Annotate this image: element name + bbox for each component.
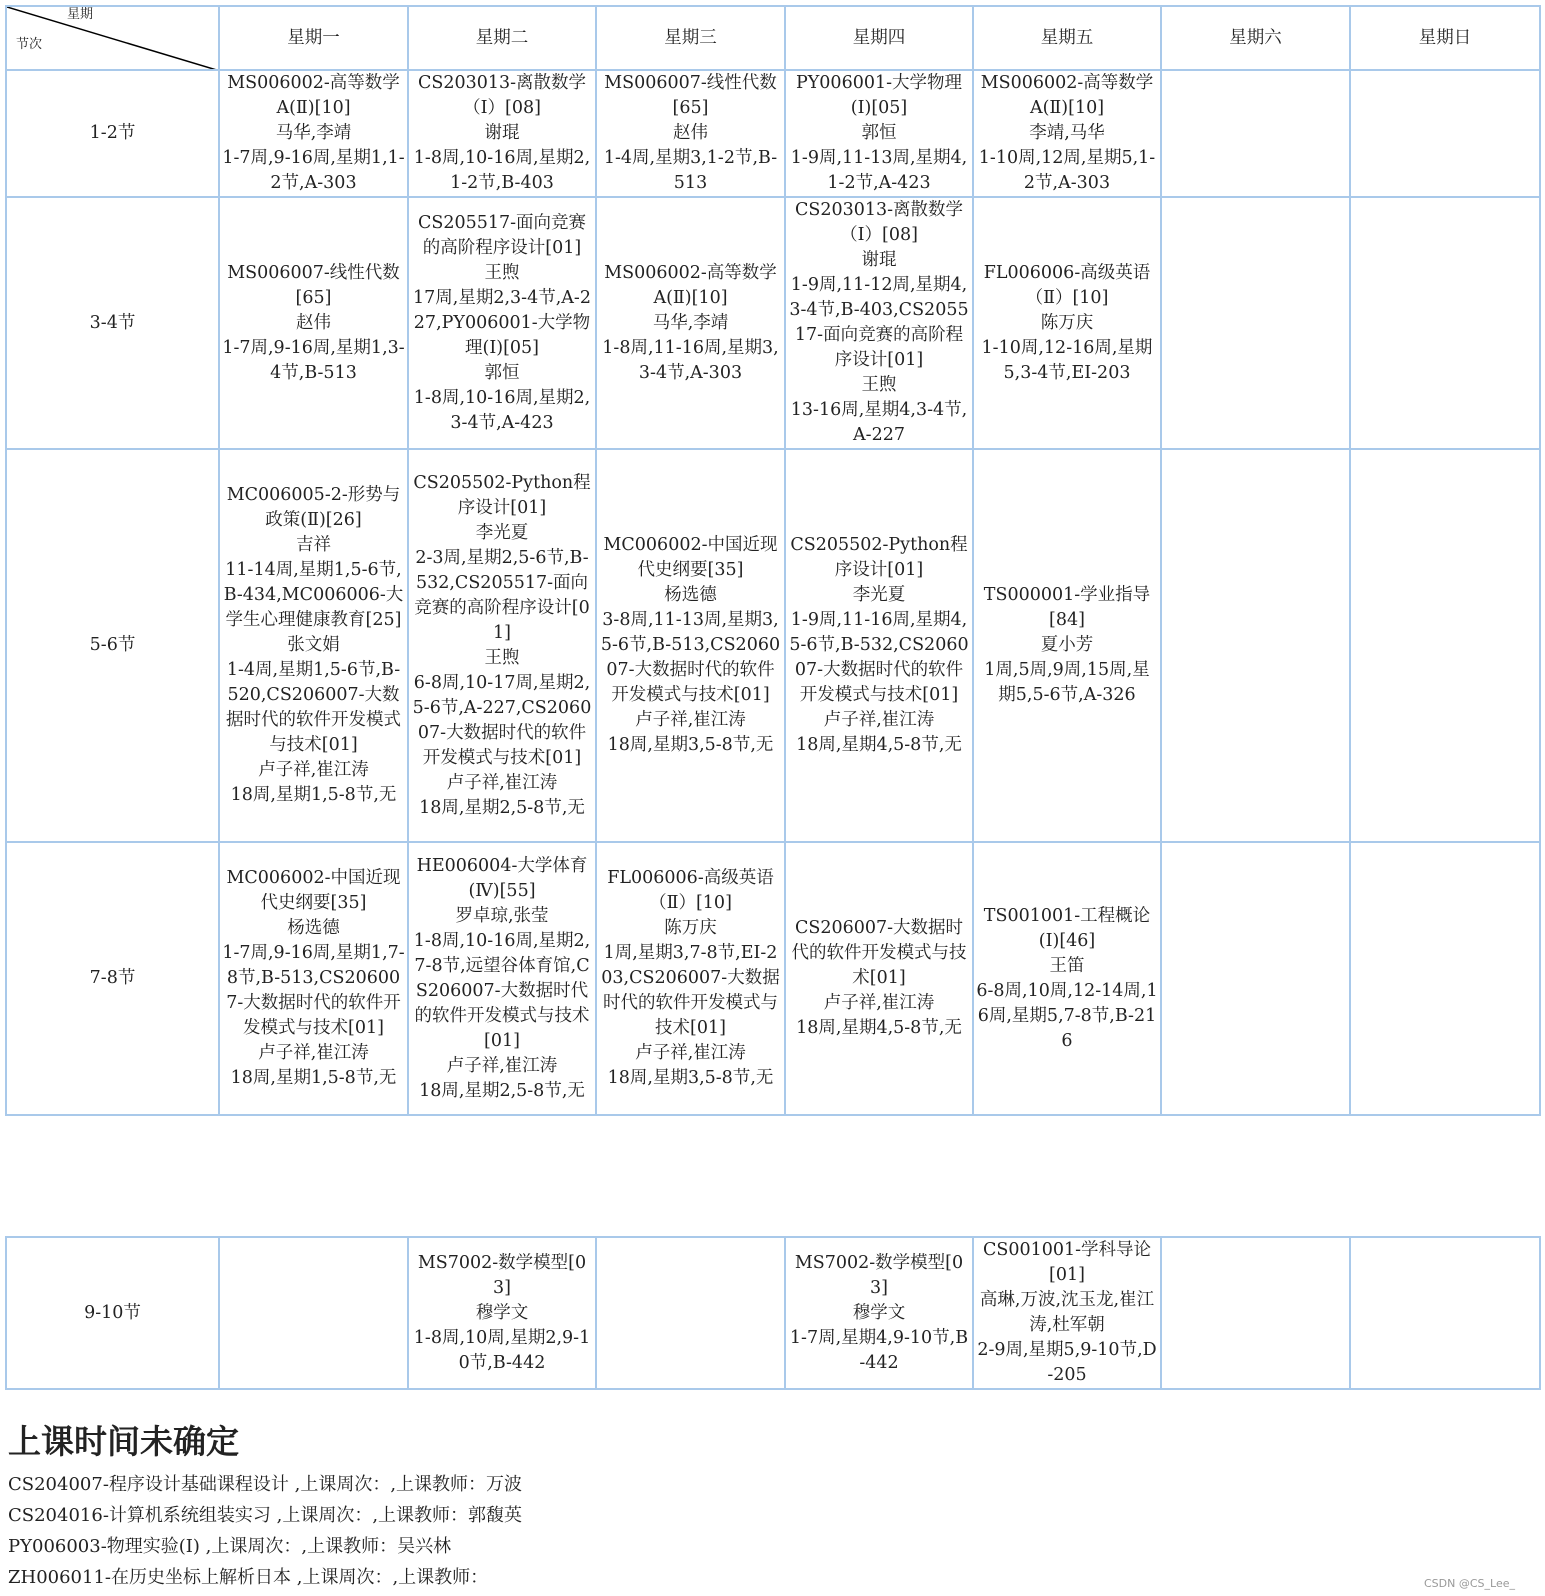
day-header-sun: 星期日 xyxy=(1350,6,1540,70)
day-header-thu: 星期四 xyxy=(785,6,973,70)
course-cell xyxy=(596,1237,785,1389)
period-label: 5-6节 xyxy=(6,449,219,842)
header-row xyxy=(6,6,1540,70)
course-cell xyxy=(973,1237,1161,1389)
course-cell xyxy=(1161,842,1350,1115)
course-cell xyxy=(596,70,785,197)
period-row xyxy=(6,70,1540,197)
course-cell xyxy=(219,197,408,449)
course-cell xyxy=(973,842,1161,1115)
course-entry: CS205502-Python程序设计[01] 李光夏 1-9周,11-16周,星期4,5-6节,B-532,CS206007-大数据时代的软件开发模式与技术[01] 卢子祥,崔江涛 18周,星期4,5-8节,无 xyxy=(789,535,969,755)
course-cell xyxy=(785,197,973,449)
course-cell xyxy=(1161,70,1350,197)
course-cell xyxy=(408,197,596,449)
course-cell xyxy=(408,449,596,842)
corner-period-label: 节次 xyxy=(16,37,43,52)
course-entry: FL006006-高级英语（Ⅱ）[10] 陈万庆 1-10周,12-16周,星期5,3-4节,EI-203 xyxy=(981,262,1153,383)
day-header-fri: 星期五 xyxy=(973,6,1161,70)
course-cell xyxy=(973,197,1161,449)
course-entry: CS205517-面向竞赛的高阶程序设计[01] 王煦 17周,星期2,3-4节,A-227,PY006001-大学物理(Ⅰ)[05] 郭恒 1-8周,10-16周,星期2,3-4节,A-423 xyxy=(413,212,591,433)
course-entry: MS006007-线性代数[65] 赵伟 1-4周,星期3,1-2节,B-513 xyxy=(603,73,778,193)
course-cell xyxy=(973,70,1161,197)
course-cell xyxy=(1161,1237,1350,1389)
period-row xyxy=(6,449,1540,842)
period-label: 9-10节 xyxy=(6,1237,219,1389)
course-cell xyxy=(219,842,408,1115)
course-entry: CS001001-学科导论[01] 高琳,万波,沈玉龙,崔江涛,杜军朝 2-9周,星期5,9-10节,D-205 xyxy=(977,1240,1157,1385)
course-cell xyxy=(1350,1237,1540,1389)
course-entry: MS006002-高等数学A(Ⅱ)[10] 马华,李靖 1-7周,9-16周,星期1,1-2节,A-303 xyxy=(222,73,405,193)
evening-timetable xyxy=(5,1236,1541,1390)
course-entry: PY006001-大学物理(Ⅰ)[05] 郭恒 1-9周,11-13周,星期4,1-2节,A-423 xyxy=(790,73,968,193)
course-entry: MS7002-数学模型[03] 穆学文 1-7周,星期4,9-10节,B-442 xyxy=(789,1252,969,1373)
day-header-wed: 星期三 xyxy=(596,6,785,70)
period-label: 3-4节 xyxy=(6,197,219,449)
period-row xyxy=(6,197,1540,449)
course-cell xyxy=(596,197,785,449)
course-cell xyxy=(1161,197,1350,449)
course-entry: MS7002-数学模型[03] 穆学文 1-8周,10周,星期2,9-10节,B-442 xyxy=(413,1252,591,1373)
course-cell xyxy=(1350,70,1540,197)
course-entry: HE006004-大学体育(Ⅳ)[55] 罗卓琼,张莹 1-8周,10-16周,星期2,7-8节,远望谷体育馆,CS206007-大数据时代的软件开发模式与技术[01] 卢子祥,崔江涛 18周,星期2,5-8节,无 xyxy=(413,855,591,1101)
course-cell xyxy=(1350,842,1540,1115)
course-entry: CS205502-Python程序设计[01] 李光夏 2-3周,星期2,5-6节,B-532,CS205517-面向竞赛的高阶程序设计[01] 王煦 6-8周,10-17周,星期2,5-6节,A-227,CS206007-大数据时代的软件开发模式与技术[01] 卢子祥,崔江涛 18周,星期2,5-8节,无 xyxy=(412,472,592,818)
course-entry: MC006002-中国近现代史纲要[35] 杨选德 1-7周,9-16周,星期1,7-8节,B-513,CS206007-大数据时代的软件开发模式与技术[01] 卢子祥,崔江涛 18周,星期1,5-8节,无 xyxy=(222,868,405,1088)
timetable xyxy=(5,5,1541,1116)
course-cell xyxy=(408,842,596,1115)
course-cell xyxy=(973,449,1161,842)
period-label: 1-2节 xyxy=(6,70,219,197)
unscheduled-item: CS204016-计算机系统组装实习 ,上课周次：,上课教师：郭馥英 xyxy=(8,1505,523,1526)
course-cell xyxy=(1350,197,1540,449)
course-cell xyxy=(785,449,973,842)
course-cell xyxy=(785,1237,973,1389)
course-entry: TS001001-工程概论(I)[46] 王笛 6-8周,10周,12-14周,16周,星期5,7-8节,B-216 xyxy=(976,905,1158,1051)
course-cell xyxy=(219,70,408,197)
course-cell xyxy=(596,842,785,1115)
course-cell xyxy=(408,70,596,197)
course-entry: CS203013-离散数学（I）[08] 谢琨 1-8周,10-16周,星期2,1-2节,B-403 xyxy=(413,73,591,193)
period-label: 7-8节 xyxy=(6,842,219,1115)
course-cell xyxy=(785,70,973,197)
corner-cell xyxy=(6,6,219,70)
unscheduled-item: CS204007-程序设计基础课程设计 ,上课周次：,上课教师：万波 xyxy=(8,1474,523,1495)
course-cell xyxy=(219,449,408,842)
corner-day-label: 星期 xyxy=(67,7,94,22)
period-row xyxy=(6,1237,1540,1389)
course-entry: CS206007-大数据时代的软件开发模式与技术[01] 卢子祥,崔江涛 18周,星期4,5-8节,无 xyxy=(791,918,967,1038)
course-cell xyxy=(1350,449,1540,842)
course-cell xyxy=(785,842,973,1115)
course-cell xyxy=(1161,449,1350,842)
day-header-mon: 星期一 xyxy=(219,6,408,70)
course-cell xyxy=(596,449,785,842)
course-entry: MS006002-高等数学A(Ⅱ)[10] 李靖,马华 1-10周,12周,星期5,1-2节,A-303 xyxy=(978,73,1156,193)
course-entry: TS000001-学业指导[84] 夏小芳 1周,5周,9周,15周,星期5,5-6节,A-326 xyxy=(983,585,1151,705)
course-cell xyxy=(408,1237,596,1389)
course-cell xyxy=(219,1237,408,1389)
period-row xyxy=(6,842,1540,1115)
course-entry: CS203013-离散数学（I）[08] 谢琨 1-9周,11-12周,星期4,3-4节,B-403,CS205517-面向竞赛的高阶程序设计[01] 王煦 13-16周,星期4,3-4节,A-227 xyxy=(789,200,969,445)
course-entry: MC006005-2-形势与政策(Ⅱ)[26] 吉祥 11-14周,星期1,5-6节,B-434,MC006006-大学生心理健康教育[25] 张文娟 1-4周,星期1,5-6节,B-520,CS206007-大数据时代的软件开发模式与技术[01] 卢子祥,崔江涛 18周,星期1,5-8节,无 xyxy=(223,485,404,805)
unscheduled-item: ZH006011-在历史坐标上解析日本 ,上课周次：,上课教师： xyxy=(8,1567,489,1588)
course-entry: MS006002-高等数学A(Ⅱ)[10] 马华,李靖 1-8周,11-16周,星期3,3-4节,A-303 xyxy=(602,262,779,383)
course-entry: MS006007-线性代数[65] 赵伟 1-7周,9-16周,星期1,3-4节,B-513 xyxy=(222,262,405,383)
course-entry: FL006006-高级英语（Ⅱ）[10] 陈万庆 1周,星期3,7-8节,EI-203,CS206007-大数据时代的软件开发模式与技术[01] 卢子祥,崔江涛 18周,星期3,5-8节,无 xyxy=(601,868,780,1088)
unscheduled-title: 上课时间未确定 xyxy=(8,1422,239,1461)
watermark: CSDN @CS_Lee_ xyxy=(1424,1577,1515,1590)
day-header-tue: 星期二 xyxy=(408,6,596,70)
unscheduled-item: PY006003-物理实验(Ⅰ) ,上课周次：,上课教师：吴兴林 xyxy=(8,1536,452,1557)
course-entry: MC006002-中国近现代史纲要[35] 杨选德 3-8周,11-13周,星期3,5-6节,B-513,CS206007-大数据时代的软件开发模式与技术[01] 卢子祥,崔江涛 18周,星期3,5-8节,无 xyxy=(600,535,781,755)
day-header-sat: 星期六 xyxy=(1161,6,1350,70)
